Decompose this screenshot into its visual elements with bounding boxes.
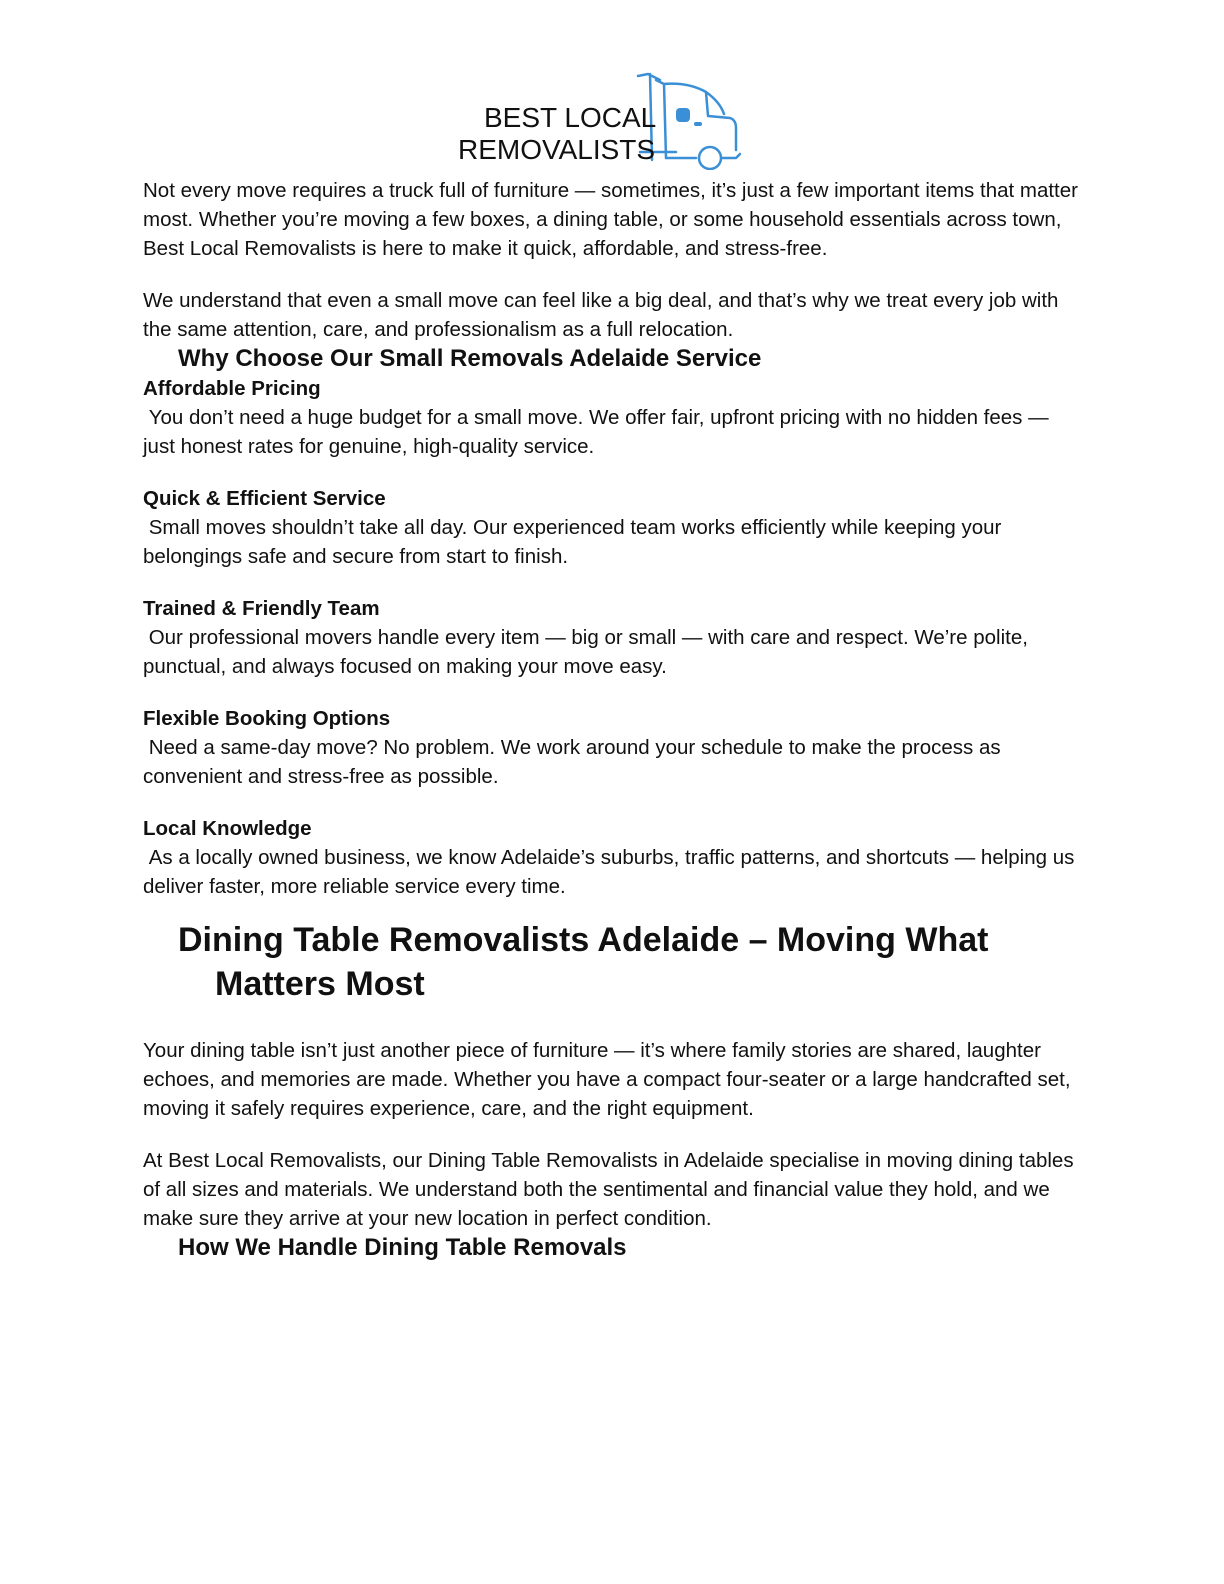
feature-local-knowledge	[143, 814, 1083, 901]
feature-text: You don’t need a huge budget for a small move. We offer fair, upfront pricing with no hidden fees — just honest rates for genuine, high-quality service.	[143, 406, 1055, 458]
logo-wordmark-line1: BEST LOCAL	[484, 102, 657, 133]
dining-heading-line2: Matters Most	[215, 965, 425, 1003]
intro-paragraph-1: Not every move requires a truck full of furniture — sometimes, it’s just a few important items that matter most. Whether you’re moving a few boxes, a dining table, or some household essentials across town, Best Local Removalists is here to make it quick, affordable, and stress-free.	[143, 179, 1078, 260]
company-logo	[456, 70, 756, 170]
feature-affordable-pricing	[143, 374, 1083, 461]
feature-title: Flexible Booking Options	[143, 707, 391, 730]
feature-title: Quick & Efficient Service	[143, 487, 386, 510]
dining-heading	[143, 918, 1083, 1006]
feature-flexible-booking	[143, 704, 1083, 791]
feature-text: Small moves shouldn’t take all day. Our experienced team works efficiently while keeping your belongings safe and secure from start to finish.	[143, 516, 1008, 568]
feature-title: Affordable Pricing	[143, 377, 321, 400]
why-choose-heading: Why Choose Our Small Removals Adelaide Service	[178, 345, 762, 372]
dining-paragraph-2: At Best Local Removalists, our Dining Table Removalists in Adelaide specialise in moving dining tables of all sizes and materials. We understand both the sentimental and financial value they hold, and we make sure they arrive at your new location in perfect condition.	[143, 1149, 1074, 1230]
dining-paragraph-1: Your dining table isn’t just another piece of furniture — it’s where family stories are shared, laughter echoes, and memories are made. Whether you have a compact four-seater or a large handcrafted set, moving it safely requires experience, care, and the right equipment.	[143, 1039, 1071, 1120]
intro-paragraph-2: We understand that even a small move can feel like a big deal, and that’s why we treat every job with the same attention, care, and professionalism as a full relocation.	[143, 289, 1059, 341]
feature-trained-friendly	[143, 594, 1083, 681]
feature-text: Our professional movers handle every item — big or small — with care and respect. We’re polite, punctual, and always focused on making your move easy.	[143, 626, 1034, 678]
feature-title: Trained & Friendly Team	[143, 597, 380, 620]
feature-quick-efficient	[143, 484, 1083, 571]
document-body	[143, 176, 1083, 1263]
feature-text: Need a same-day move? No problem. We work around your schedule to make the process as convenient and stress-free as possible.	[143, 736, 1007, 788]
dining-heading-line1: Dining Table Removalists Adelaide – Moving What	[178, 921, 989, 959]
feature-text: As a locally owned business, we know Adelaide’s suburbs, traffic patterns, and shortcuts — helping us deliver faster, more reliable service every time.	[143, 846, 1081, 898]
dining-heading-wrap	[143, 918, 1083, 1006]
how-we-handle-heading: How We Handle Dining Table Removals	[178, 1234, 627, 1261]
feature-title: Local Knowledge	[143, 817, 312, 840]
logo-wordmark-line2: REMOVALISTS	[458, 134, 656, 165]
